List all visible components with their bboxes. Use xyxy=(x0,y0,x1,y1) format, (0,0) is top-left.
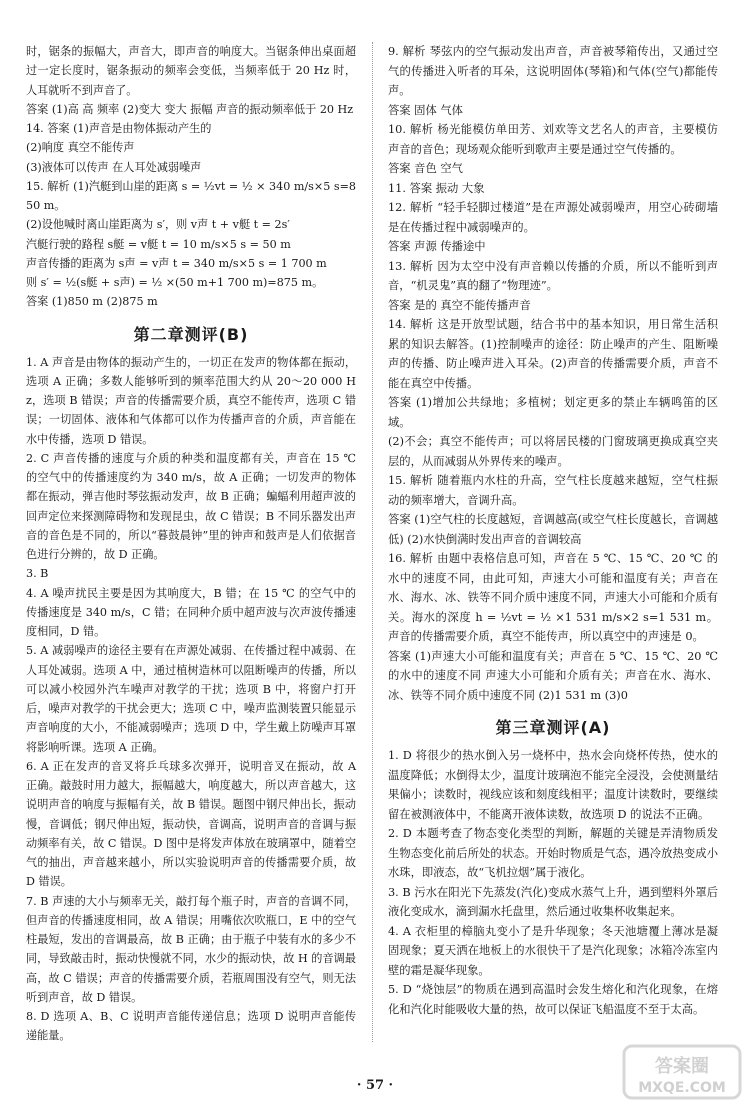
answer-line: 14. 答案 (1)声音是由物体振动产生的 xyxy=(26,122,212,135)
svg-text:MXQE.COM: MXQE.COM xyxy=(638,1080,726,1096)
formula-line: (2)设他喊时离山崖距离为 s′，则 v声 t + v艇 t = 2s′ xyxy=(26,218,290,232)
formula-line: 则 s′ = ½(s艇 + s声) = ½ ×(50 m+1 700 m)=875 m。 xyxy=(26,276,324,289)
paragraph: 8. D 选项 A、B、C 说明声音能传递信息；选项 D 说明声音能传递能量。 xyxy=(26,1010,356,1043)
right-column xyxy=(388,42,718,1019)
paragraph: 4. A 衣柜里的樟脑丸变小了是升华现象；冬天池塘覆上薄冰是凝固现象；夏天洒在地板上的水很快干了是汽化现象；冰箱冷冻室内壁的霜是凝华现象。 xyxy=(388,924,718,977)
paragraph: 1. A 声音是由物体的振动产生的，一切正在发声的物体都在振动，选项 A 正确；多数人能够听到的频率范围大约从 20～20 000 Hz，选项 B 错误；声音的传播需要介质，真空不能传声，选项 C 错误；一切固体、液体和气体都可以作为传播声音的介质，声音能在水中传播，选项 D 错误。 xyxy=(26,355,356,446)
column-divider xyxy=(372,42,373,1042)
paragraph: 5. D “烧蚀层”的物质在遇到高温时会发生熔化和汽化现象，在熔化和汽化时能吸收大量的热，故可以保证飞船温度不至于太高。 xyxy=(388,983,718,1016)
answer-line: 答案 (1)声速大小可能和温度有关；声音在 5 ℃、15 ℃、20 ℃ 的水中的速度不同 声速大小可能和介质有关；声音在水、海水、冰、铁等不同介质中速度不同 (2)1 531 m (3)0 xyxy=(388,649,718,702)
answer-line: 答案 (1)高 高 频率 (2)变大 变大 振幅 声音的振动频率低于 20 Hz xyxy=(26,102,354,116)
paragraph: 3. B 污水在阳光下先蒸发(汽化)变成水蒸气上升，遇到塑料外罩后液化变成水，滴到漏水托盘里，然后通过收集杯收集起来。 xyxy=(388,885,718,918)
paragraph: 3. B xyxy=(26,567,49,581)
paragraph: 14. 解析 这是开放型试题，结合书中的基本知识，用日常生活积累的知识去解答。(1)控制噪声的途径：防止噪声的产生、阻断噪声的传播、防止噪声进入耳朵。(2)声音的传播需要介质，声音不能在真空中传播。 xyxy=(388,318,718,390)
svg-text:答案圈: 答案圈 xyxy=(655,1056,709,1077)
paragraph: 9. 解析 琴弦内的空气振动发出声音，声音被琴箱传出，又通过空气的传播进入听者的耳朵，这说明固体(琴箱)和气体(空气)都能传声。 xyxy=(388,45,718,97)
answer-line: (3)液体可以传声 在人耳处减弱噪声 xyxy=(26,160,202,174)
formula-line: 声音传播的距离为 s声 = v声 t = 340 m/s×5 s = 1 700 m xyxy=(26,256,327,270)
answer-line: 答案 声源 传播途中 xyxy=(388,240,486,253)
paragraph: 16. 解析 由题中表格信息可知，声音在 5 ℃、15 ℃、20 ℃ 的水中的速度不同，由此可知，声速大小可能和温度有关；声音在水、海水、冰、铁等不同介质中速度不同，声速大小可能和介质有关。海水的深度 h = ½vt = ½ ×1 531 m/s×2 s=1 531 m。声音的传播需要介质，真空不能传声，所以真空中的声速是 0。 xyxy=(388,552,718,643)
answer-line: 答案 音色 空气 xyxy=(388,162,463,175)
answer-line: 答案 固体 气体 xyxy=(388,103,463,117)
page-number: · 57 · xyxy=(356,1078,394,1093)
paragraph: 12. 解析 “轻手轻脚过楼道”是在声源处减弱噪声，用空心砖砌墙是在传播过程中减弱噪声的。 xyxy=(388,201,718,234)
paragraph: 10. 解析 杨光能模仿单田芳、刘欢等文艺名人的声音，主要模仿声音的音色；现场观众能听到歌声主要是通过空气传播的。 xyxy=(388,123,718,156)
paragraph: 2. C 声音传播的速度与介质的种类和温度都有关，声音在 15 ℃ 的空气中的传播速度约为 340 m/s，故 A 正确；一切发声的物体都在振动，弹吉他时琴弦振动发声，故 B 正确；蝙蝠利用超声波的回声定位来探测障碍物和发现昆虫，故 C 错误；B 不同乐器发出声音的音色是不同的，所以“暮鼓晨钟”里的钟声和鼓声是人们依据音色进行分辨的，故 D 正确。 xyxy=(26,451,356,561)
paragraph: 5. A 减弱噪声的途径主要有在声源处减弱、在传播过程中减弱、在人耳处减弱。选项 A 中，通过植树造林可以阻断噪声的传播，所以可以减小校园外汽车噪声对教学的干扰；选项 B 中，将窗户打开后，噪声对教学的干扰会更大；选项 C 中，噪声监测装置只能显示声音响度的大小，不能减弱噪声；选项 D 中，学生戴上防噪声耳罩将影响听课。选项 A 正确。 xyxy=(26,644,356,754)
paragraph: 15. 解析 随着瓶内水柱的升高，空气柱长度越来越短，空气柱振动的频率增大，音调升高。 xyxy=(388,474,718,507)
site-watermark-logo xyxy=(622,1042,742,1102)
paragraph: 6. A 正在发声的音叉将乒乓球多次弹开，说明音叉在振动，故 A 正确。敲鼓时用力越大，振幅越大，响度越大，所以声音越大，这说明声音的响度与振幅有关，故 B 错误。题图中钢尺伸出长，振动慢，音调低；钢尺伸出短，振动快，音调高，说明声音的音调与振动频率有关，故 C 错误。D 图中是将发声体放在玻璃罩中，随着空气的抽出，声音越来越小，所以实验说明声音的传播需要介质，故 D 错误。 xyxy=(26,759,356,889)
paragraph: 4. A 噪声扰民主要是因为其响度大，B 错；在 15 ℃ 的空气中的传播速度是 340 m/s，C 错；在同种介质中超声波与次声波传播速度相同，D 错。 xyxy=(26,586,356,638)
paragraph: 1. D 将很少的热水倒入另一烧杯中，热水会向烧杯传热，使水的温度降低；水倒得太少，温度计玻璃泡不能完全浸没，会使测量结果偏小；读数时，视线应该和刻度线相平；温度计读数时，要继续留在被测液体中，不能离开液体读数，故选项 D 的说法不正确。 xyxy=(388,749,718,821)
paragraph: 2. D 本题考查了物态变化类型的判断，解题的关键是弄清物质发生物态变化前后所处的状态。开始时物质是气态，遇冷放热变成小水珠，即液态，故“飞机拉烟”属于液化。 xyxy=(388,827,718,879)
section-heading: 第三章测评(A) xyxy=(495,718,611,737)
formula-line: 汽艇行驶的路程 s艇 = v艇 t = 10 m/s×5 s = 50 m xyxy=(26,237,291,251)
answer-line: (2)响度 真空不能传声 xyxy=(26,141,135,155)
paragraph: 7. B 声速的大小与频率无关，敲打每个瓶子时，声音的音调不同，但声音的传播速度相同，故 A 错误；用嘴依次吹瓶口，E 中的空气柱最短，发出的音调最高，故 B 正确；由于瓶子中装有水的多少不同，导致敲击时，振动快慢就不同，水少的振动快，故 H 的音调最高，故 C 错误；声音的传播需要介质，若瓶周围没有空气，则无法听到声音，故 D 错误。 xyxy=(26,894,356,1004)
left-column xyxy=(26,42,356,1046)
answer-line: 11. 答案 振动 大象 xyxy=(388,181,485,195)
paragraph: 时，锯条的振幅大，声音大，即声音的响度大。当锯条伸出桌面超过一定长度时，锯条振动的频率会变低，当频率低于 20 Hz 时，人耳就听不到声音了。 xyxy=(26,45,356,97)
answer-line: 答案 (1)空气柱的长度越短，音调越高(或空气柱长度越长，音调越低) (2)水快倒满时发出声音的音调较高 xyxy=(388,513,718,546)
answer-line: 答案 (1)850 m (2)875 m xyxy=(26,295,158,309)
answer-line: (2)不会；真空不能传声；可以将居民楼的门窗玻璃更换成真空夹层的，从而减弱从外界传来的噪声。 xyxy=(388,435,718,468)
section-heading: 第二章测评(B) xyxy=(133,324,249,344)
answer-line: 答案 (1)增加公共绿地；多植树；划定更多的禁止车辆鸣笛的区域。 xyxy=(388,396,718,429)
answer-line: 答案 是的 真空不能传播声音 xyxy=(388,298,531,312)
paragraph: 13. 解析 因为太空中没有声音赖以传播的介质，所以不能听到声音，“机灵鬼”真的翻了“物理迹”。 xyxy=(388,259,718,292)
paragraph: 15. 解析 (1)汽艇到山崖的距离 s = ½vt = ½ × 340 m/s×5 s=850 m。 xyxy=(26,179,356,212)
